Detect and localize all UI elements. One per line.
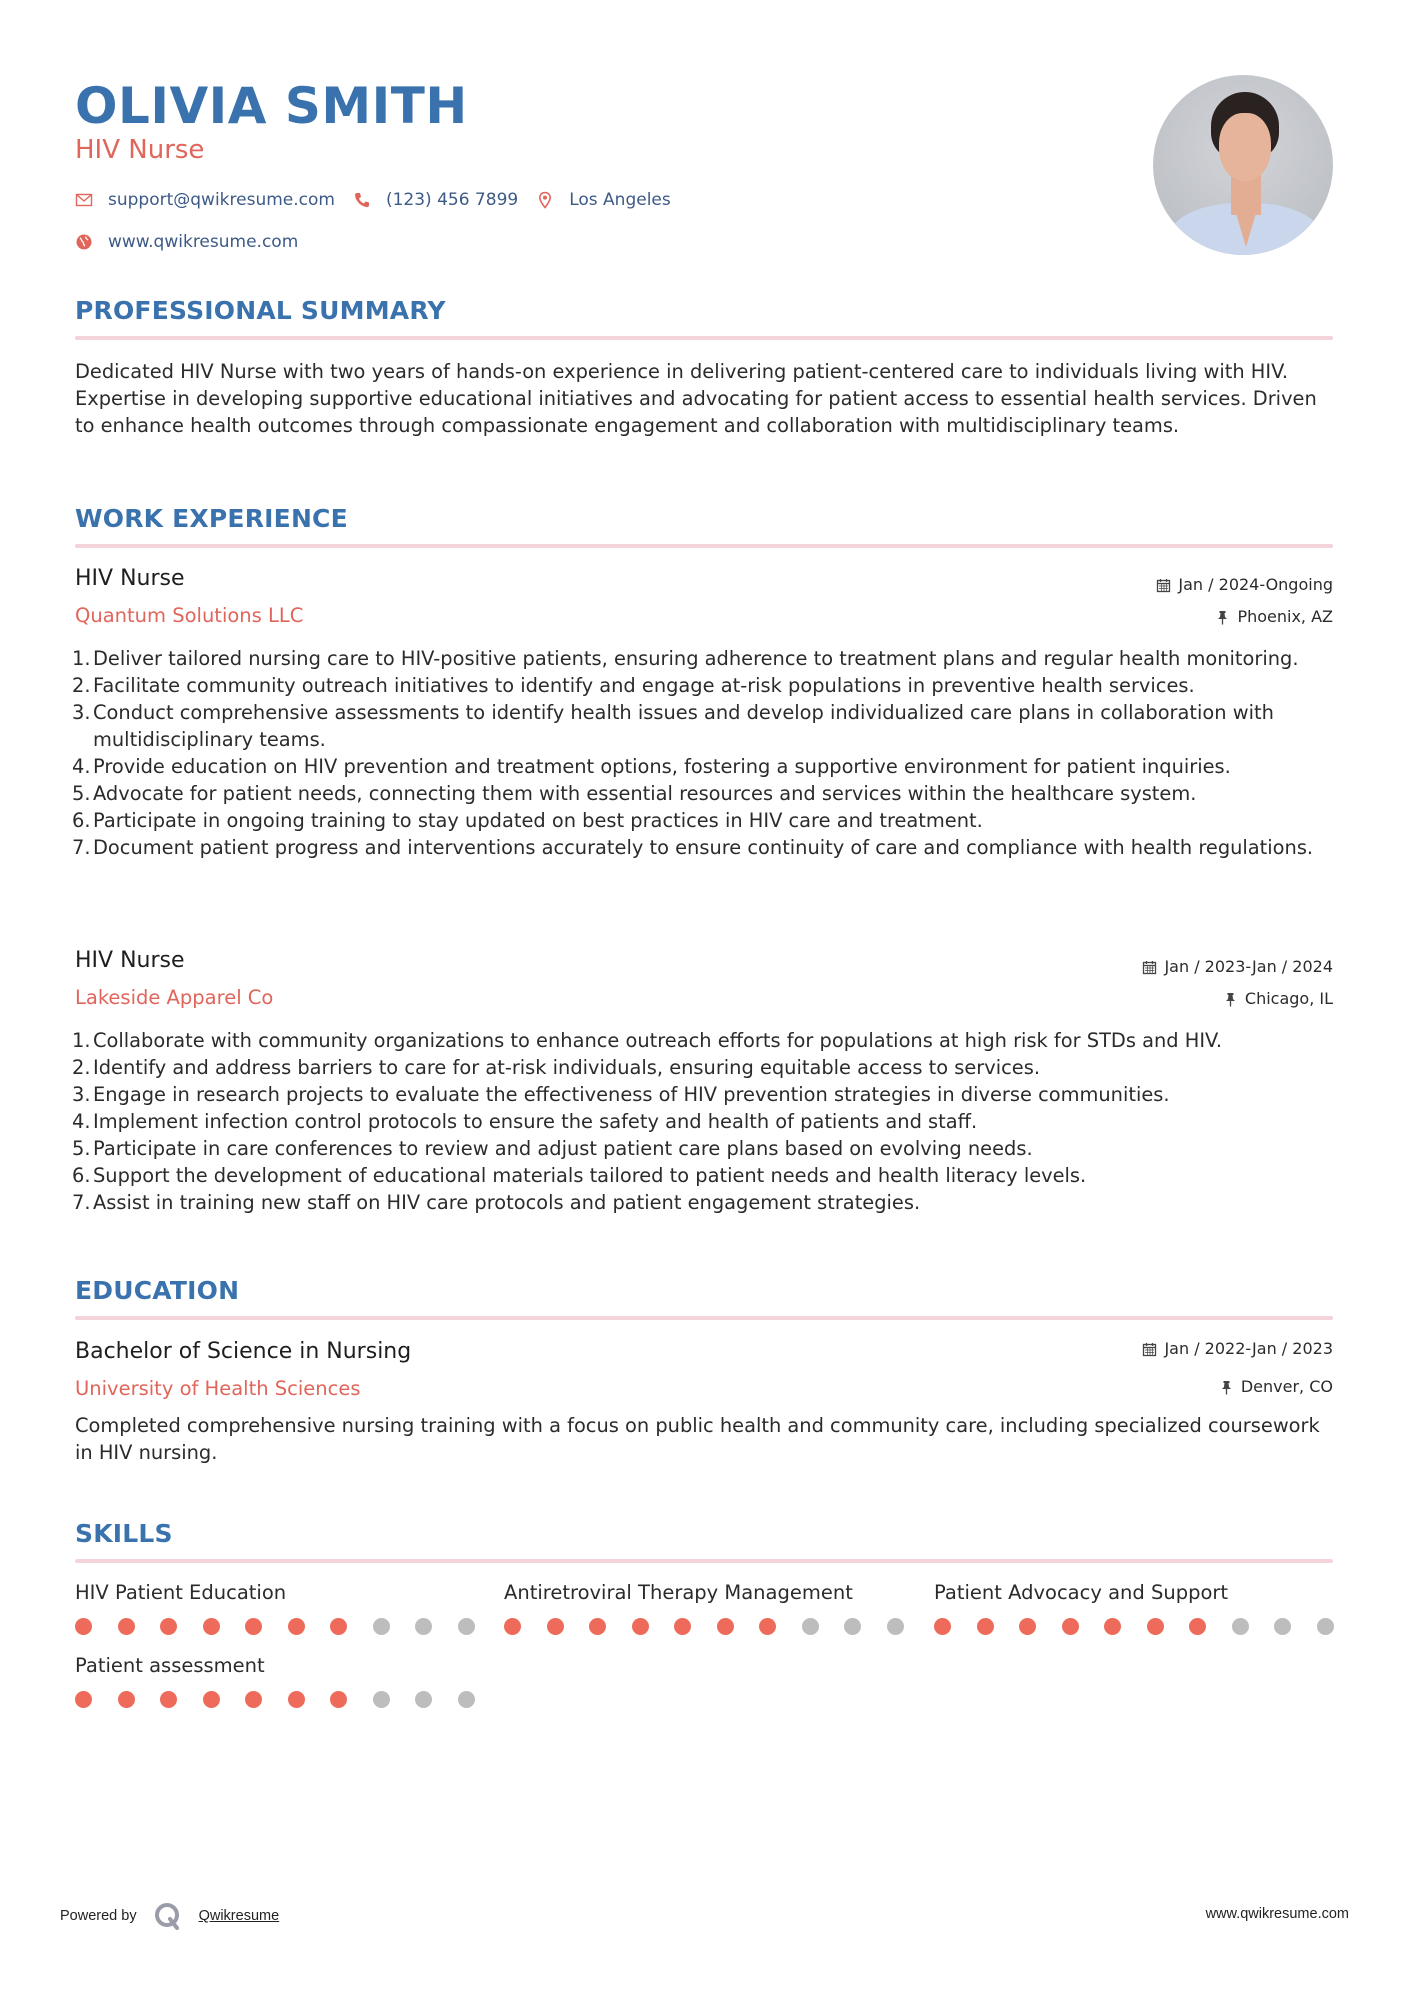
- rating-dot-filled: [1147, 1618, 1164, 1635]
- list-item: 3. Conduct comprehensive assessments to identify health issues and develop individualized care plans in collaboration with multidisciplinary teams.: [72, 701, 1274, 751]
- rating-dot-filled: [160, 1691, 177, 1708]
- education-heading: EDUCATION: [75, 1276, 240, 1305]
- list-item: 4. Implement infection control protocols to ensure the safety and health of patients and staff.: [72, 1110, 978, 1133]
- degree-title: Bachelor of Science in Nursing: [75, 1339, 412, 1364]
- list-item: 7. Document patient progress and interventions accurately to ensure continuity of care and compliance with health regulations.: [72, 836, 1314, 859]
- pushpin-icon: [1215, 610, 1230, 625]
- rating-dot-filled: [160, 1618, 177, 1635]
- list-item: 6. Participate in ongoing training to stay updated on best practices in HIV care and treatment.: [72, 809, 983, 832]
- list-item: 5. Advocate for patient needs, connecting them with essential resources and services within the healthcare system.: [72, 782, 1197, 805]
- rating-dot-filled: [203, 1618, 220, 1635]
- rating-dot-filled: [1019, 1618, 1036, 1635]
- list-item: 1. Deliver tailored nursing care to HIV-positive patients, ensuring adherence to treatment plans and regular health monitoring.: [72, 647, 1299, 670]
- job-company: Lakeside Apparel Co: [75, 986, 274, 1009]
- list-item: 2. Facilitate community outreach initiatives to identify and engage at-risk populations in preventive health services.: [72, 674, 1195, 697]
- map-marker-icon: [536, 191, 554, 209]
- contact-location: [536, 190, 671, 210]
- job-location: [1215, 606, 1333, 628]
- rating-dot-empty: [1274, 1618, 1291, 1635]
- rating-dot-filled: [245, 1691, 262, 1708]
- rating-dot-empty: [458, 1691, 475, 1708]
- summary-heading: PROFESSIONAL SUMMARY: [75, 296, 446, 325]
- rating-dot-filled: [977, 1618, 994, 1635]
- rating-dot-filled: [288, 1691, 305, 1708]
- job-title: HIV Nurse: [75, 566, 185, 591]
- contact-row-secondary: [75, 230, 298, 254]
- calendar-icon: [1142, 960, 1157, 975]
- section-divider: [75, 1559, 1333, 1563]
- pushpin-icon: [1219, 1380, 1234, 1395]
- rating-dot-filled: [759, 1618, 776, 1635]
- rating-dot-empty: [415, 1618, 432, 1635]
- candidate-title: HIV Nurse: [75, 135, 205, 165]
- rating-dot-empty: [415, 1691, 432, 1708]
- rating-dot-empty: [887, 1618, 904, 1635]
- contact-row-primary: [75, 188, 689, 212]
- skill-rating: [934, 1618, 1359, 1635]
- rating-dot-empty: [802, 1618, 819, 1635]
- rating-dot-filled: [547, 1618, 564, 1635]
- job-responsibilities: [72, 645, 1340, 861]
- job-dates: [1156, 574, 1333, 596]
- profile-photo: [1153, 75, 1333, 255]
- contact-website[interactable]: [75, 232, 298, 252]
- skill-name: Patient Advocacy and Support: [934, 1581, 1229, 1604]
- rating-dot-empty: [1232, 1618, 1249, 1635]
- qwikresume-logo-icon: [153, 1901, 183, 1931]
- rating-dot-filled: [934, 1618, 951, 1635]
- rating-dot-filled: [674, 1618, 691, 1635]
- job-dates: [1142, 956, 1333, 978]
- list-item: 6. Support the development of educational materials tailored to patient needs and health literacy levels.: [72, 1164, 1087, 1187]
- rating-dot-filled: [75, 1618, 92, 1635]
- skill-item: [504, 1580, 929, 1635]
- phone-icon: [353, 191, 371, 209]
- section-divider: [75, 1316, 1333, 1320]
- job-location-text: Phoenix, AZ: [1237, 607, 1333, 626]
- education-location-text: Denver, CO: [1240, 1377, 1333, 1396]
- email-text[interactable]: support@qwikresume.com: [108, 190, 335, 210]
- rating-dot-filled: [75, 1691, 92, 1708]
- rating-dot-filled: [589, 1618, 606, 1635]
- envelope-icon: [75, 191, 93, 209]
- school-name: University of Health Sciences: [75, 1377, 361, 1400]
- rating-dot-filled: [504, 1618, 521, 1635]
- list-item: 5. Participate in care conferences to review and adjust patient care plans based on evolving needs.: [72, 1137, 1033, 1160]
- rating-dot-filled: [330, 1691, 347, 1708]
- summary-text: Dedicated HIV Nurse with two years of hands-on experience in delivering patient-centered care to individuals living with HIV. Expertise in developing supportive educational initiatives and advocating for patient access to essential health services. Driven to enhance health outcomes through compassionate engagement and collaboration with multidisciplinary teams.: [75, 360, 1317, 437]
- rating-dot-empty: [1317, 1618, 1334, 1635]
- education-location: [1219, 1376, 1333, 1398]
- job-location: [1223, 988, 1333, 1010]
- rating-dot-filled: [632, 1618, 649, 1635]
- rating-dot-filled: [203, 1691, 220, 1708]
- contact-email[interactable]: [75, 190, 335, 210]
- qwikresume-link[interactable]: Qwikresume: [198, 1908, 280, 1924]
- globe-icon: [75, 233, 93, 251]
- job-dates-text: Jan / 2024-Ongoing: [1178, 575, 1333, 594]
- list-item: 2. Identify and address barriers to care for at-risk individuals, ensuring equitable access to services.: [72, 1056, 1040, 1079]
- website-text[interactable]: www.qwikresume.com: [108, 232, 299, 252]
- skill-item: [75, 1653, 500, 1708]
- rating-dot-empty: [458, 1618, 475, 1635]
- rating-dot-empty: [373, 1618, 390, 1635]
- rating-dot-filled: [1104, 1618, 1121, 1635]
- rating-dot-filled: [1062, 1618, 1079, 1635]
- education-dates: [1142, 1338, 1333, 1360]
- skills-heading: SKILLS: [75, 1519, 173, 1548]
- list-item: 7. Assist in training new staff on HIV care protocols and patient engagement strategies.: [72, 1191, 921, 1214]
- skill-name: Antiretroviral Therapy Management: [504, 1581, 853, 1604]
- job-company: Quantum Solutions LLC: [75, 604, 304, 627]
- skill-item: [934, 1580, 1359, 1635]
- section-divider: [75, 336, 1333, 340]
- footer-website-link[interactable]: www.qwikresume.com: [1205, 1906, 1349, 1922]
- rating-dot-filled: [717, 1618, 734, 1635]
- job-title: HIV Nurse: [75, 948, 185, 973]
- calendar-icon: [1142, 1342, 1157, 1357]
- contact-phone[interactable]: [353, 190, 518, 210]
- skill-rating: [75, 1618, 500, 1635]
- job-location-text: Chicago, IL: [1244, 989, 1333, 1008]
- section-divider: [75, 544, 1333, 548]
- rating-dot-filled: [330, 1618, 347, 1635]
- skill-name: HIV Patient Education: [75, 1581, 287, 1604]
- job-responsibilities: [72, 1027, 1340, 1216]
- location-text: Los Angeles: [569, 190, 671, 210]
- powered-by-label: Powered by: [60, 1908, 137, 1924]
- calendar-icon: [1156, 578, 1171, 593]
- rating-dot-filled: [288, 1618, 305, 1635]
- phone-text[interactable]: (123) 456 7899: [385, 190, 519, 210]
- skill-rating: [504, 1618, 929, 1635]
- rating-dot-filled: [118, 1691, 135, 1708]
- list-item: 3. Engage in research projects to evaluate the effectiveness of HIV prevention strategies in diverse communities.: [72, 1083, 1170, 1106]
- list-item: 1. Collaborate with community organizations to enhance outreach efforts for populations at high risk for STDs and HIV.: [72, 1029, 1222, 1052]
- rating-dot-filled: [1189, 1618, 1206, 1635]
- rating-dot-empty: [844, 1618, 861, 1635]
- education-dates-text: Jan / 2022-Jan / 2023: [1164, 1339, 1333, 1358]
- footer-powered-by: [60, 1901, 279, 1931]
- job-dates-text: Jan / 2023-Jan / 2024: [1164, 957, 1333, 976]
- education-description: Completed comprehensive nursing training with a focus on public health and community care, including specialized coursework in HIV nursing.: [75, 1414, 1320, 1464]
- list-item: 4. Provide education on HIV prevention and treatment options, fostering a supportive environment for patient inquiries.: [72, 755, 1231, 778]
- experience-heading: WORK EXPERIENCE: [75, 504, 348, 533]
- pushpin-icon: [1223, 992, 1238, 1007]
- skill-rating: [75, 1691, 500, 1708]
- rating-dot-filled: [118, 1618, 135, 1635]
- candidate-name: OLIVIA SMITH: [75, 77, 468, 135]
- rating-dot-empty: [373, 1691, 390, 1708]
- rating-dot-filled: [245, 1618, 262, 1635]
- skill-name: Patient assessment: [75, 1654, 265, 1677]
- skill-item: [75, 1580, 500, 1635]
